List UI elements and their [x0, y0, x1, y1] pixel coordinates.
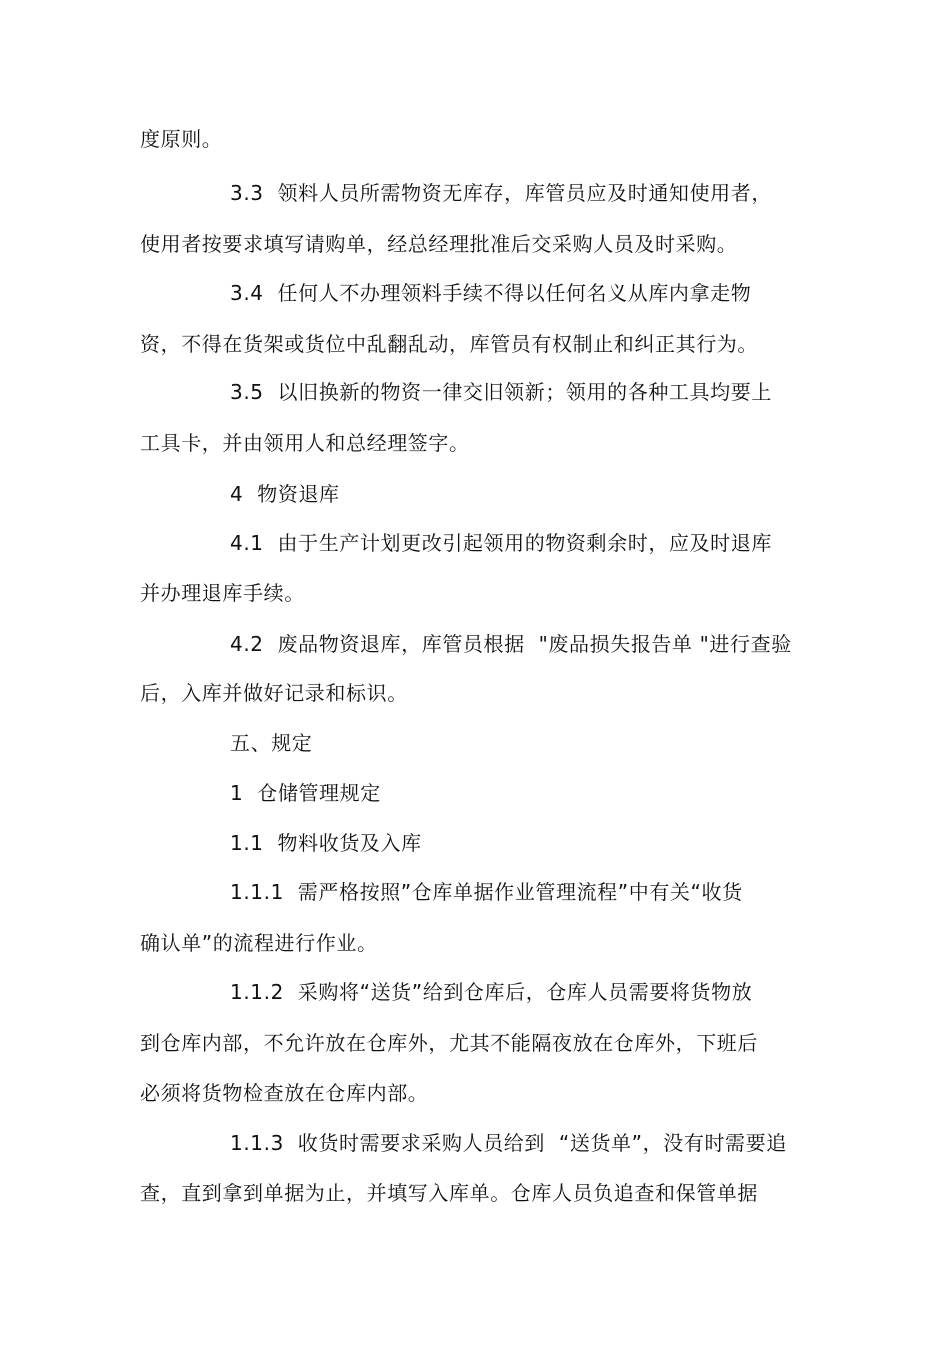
text-line-1: 度原则。 — [140, 127, 223, 151]
text-line-13: 五、规定 — [230, 731, 313, 755]
text-line-9: 4.1 由于生产计划更改引起领用的物资剩余时，应及时退库 — [230, 531, 772, 555]
text-line-8: 4 物资退库 — [230, 482, 340, 506]
text-line-22: 查，直到拿到单据为止，并填写入库单。仓库人员负追查和保管单据 — [140, 1181, 758, 1205]
text-line-17: 确认单”的流程进行作业。 — [140, 931, 378, 955]
text-line-11: 4.2 废品物资退库，库管员根据 "废品损失报告单 "进行查验 — [230, 632, 792, 656]
text-line-19: 到仓库内部，不允许放在仓库外，尤其不能隔夜放在仓库外，下班后 — [140, 1031, 758, 1055]
text-line-15: 1.1 物料收货及入库 — [230, 831, 422, 855]
text-line-21: 1.1.3 收货时需要求采购人员给到 “送货单”，没有时需要追 — [230, 1131, 787, 1155]
text-line-7: 工具卡，并由领用人和总经理签字。 — [140, 431, 470, 455]
text-line-14: 1 仓储管理规定 — [230, 781, 381, 805]
text-line-12: 后，入库并做好记录和标识。 — [140, 681, 408, 705]
text-line-20: 必须将货物检查放在仓库内部。 — [140, 1081, 429, 1105]
text-line-3: 使用者按要求填写请购单，经总经理批准后交采购人员及时采购。 — [140, 232, 738, 256]
text-line-6: 3.5 以旧换新的物资一律交旧领新；领用的各种工具均要上 — [230, 380, 772, 404]
text-line-10: 并办理退库手续。 — [140, 581, 305, 605]
text-line-2: 3.3 领料人员所需物资无库存，库管员应及时通知使用者， — [230, 181, 772, 205]
text-line-18: 1.1.2 采购将“送货”给到仓库后，仓库人员需要将货物放 — [230, 980, 753, 1004]
text-line-4: 3.4 任何人不办理领料手续不得以任何名义从库内拿走物 — [230, 281, 752, 305]
text-line-16: 1.1.1 需严格按照”仓库单据作业管理流程”中有关“收货 — [230, 880, 743, 904]
text-line-5: 资，不得在货架或货位中乱翻乱动，库管员有权制止和纠正其行为。 — [140, 332, 758, 356]
